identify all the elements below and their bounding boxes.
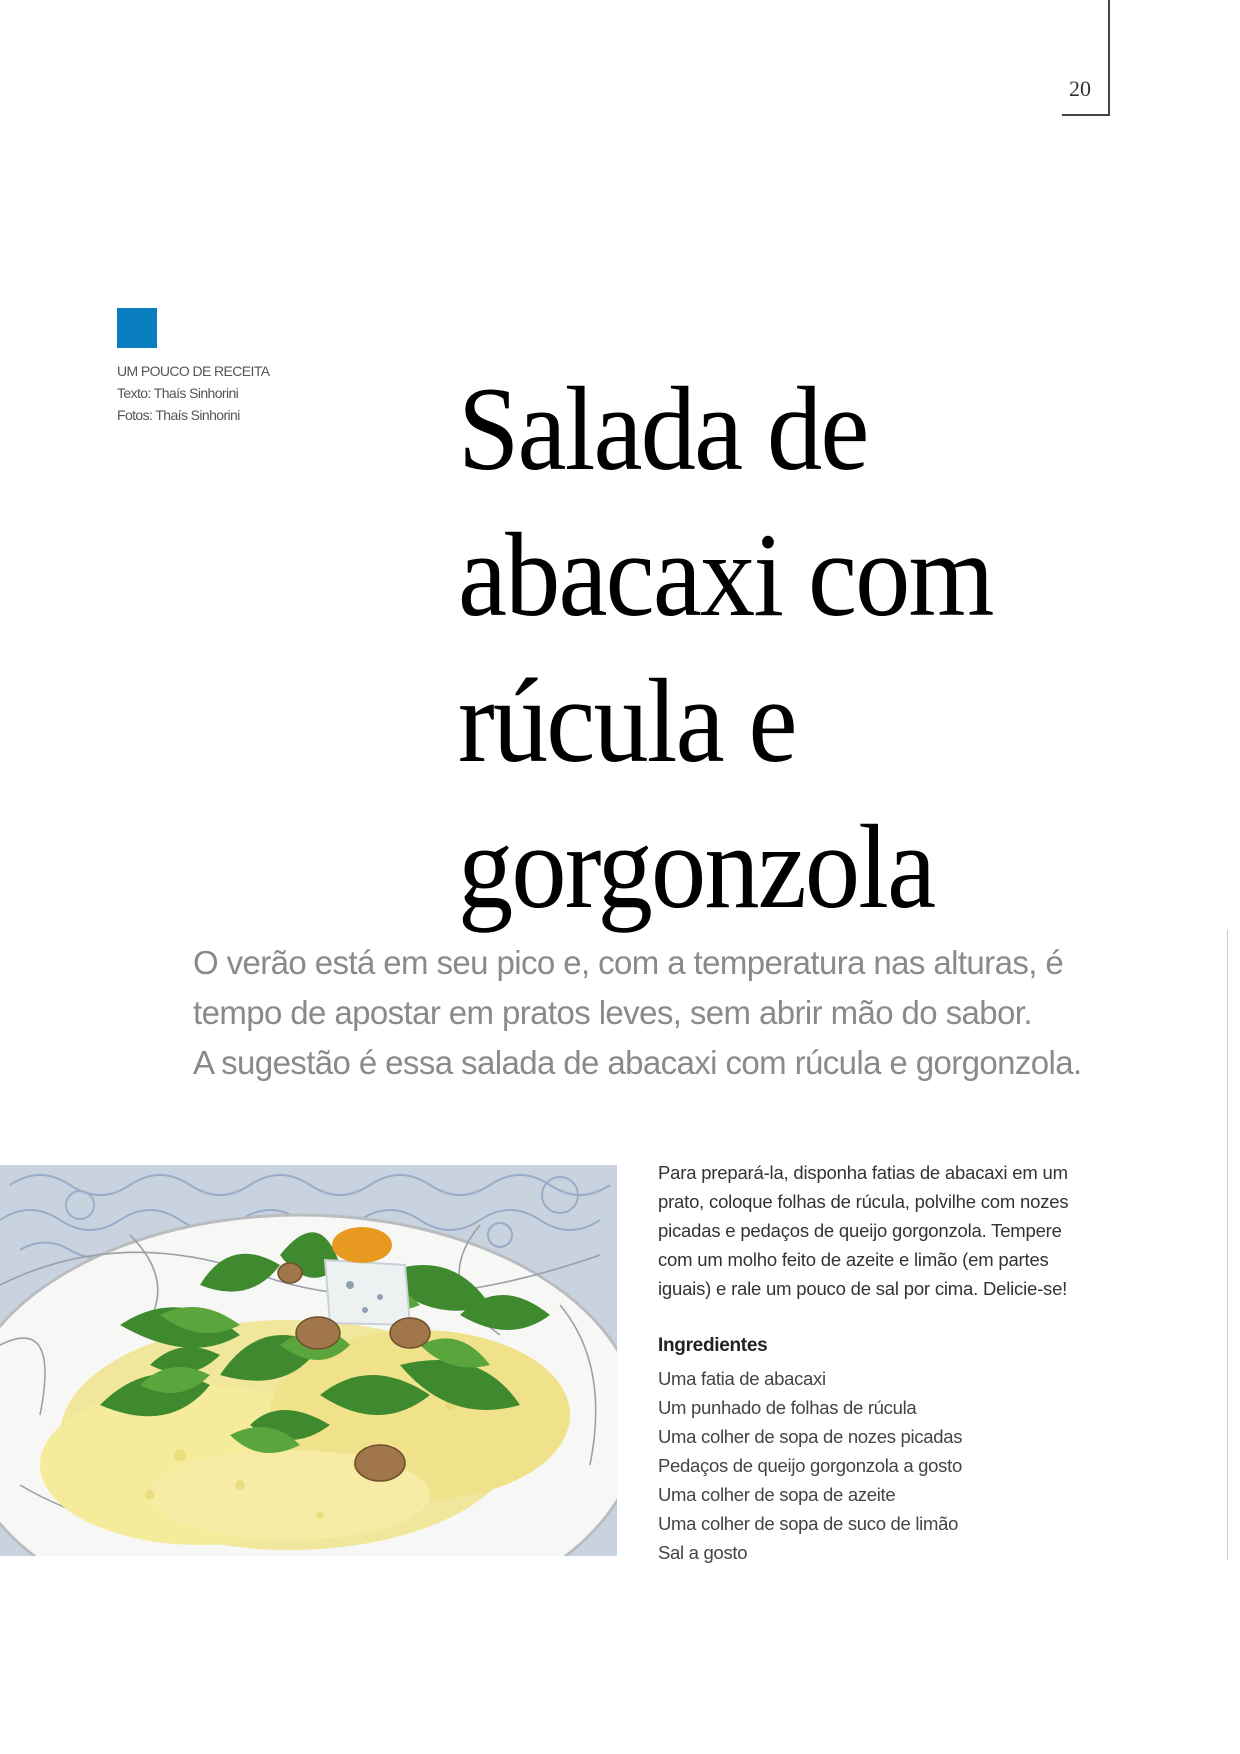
page-frame-rule [1062,114,1110,116]
body-line: prato, coloque folhas de rúcula, polvilhe com nozes [658,1191,1069,1212]
ingredients-heading: Ingredientes [658,1335,768,1356]
standfirst-line: tempo de apostar em pratos leves, sem abrir mão do sabor. [193,994,1032,1031]
title-line: rúcula e [458,654,796,787]
page-frame-line [1108,0,1110,116]
ingredient-item: Sal a gosto [658,1542,748,1563]
title-line: abacaxi com [458,508,993,641]
article-title [458,356,1157,940]
ingredient-item: Uma colher de sopa de azeite [658,1484,896,1505]
body-line: com um molho feito de azeite e limão (em partes [658,1249,1049,1270]
standfirst-line: O verão está em seu pico e, com a temperatura nas alturas, é [193,944,1064,981]
ingredient-item: Uma fatia de abacaxi [658,1368,826,1389]
body-line: iguais) e rale um pouco de sal por cima. Delicie-se! [658,1278,1068,1299]
text-credit: Texto: Thaís Sinhorini [117,385,239,401]
ingredient-item: Uma colher de sopa de suco de limão [658,1513,959,1534]
section-marker [117,308,157,348]
ingredient-item: Pedaços de queijo gorgonzola a gosto [658,1455,962,1476]
title-line: Salada de [458,362,868,495]
ingredient-item: Um punhado de folhas de rúcula [658,1397,917,1418]
credits [117,360,269,426]
body-line: Para prepará-la, disponha fatias de abacaxi em um [658,1162,1068,1183]
ingredient-item: Uma colher de sopa de nozes picadas [658,1426,963,1447]
body-line: picadas e pedaços de queijo gorgonzola. Tempere [658,1220,1062,1241]
edge-rule [1227,930,1228,1560]
photo-credit: Fotos: Thaís Sinhorini [117,407,240,423]
body-paragraph [658,1158,1098,1303]
page-number: 20 [1069,76,1091,101]
standfirst-line: A sugestão é essa salada de abacaxi com rúcula e gorgonzola. [193,1044,1082,1081]
salad-photo [0,1165,617,1556]
title-line: gorgonzola [458,800,935,933]
section-label: UM POUCO DE RECEITA [117,363,270,379]
standfirst [193,938,1203,1088]
ingredients-list [658,1364,962,1567]
